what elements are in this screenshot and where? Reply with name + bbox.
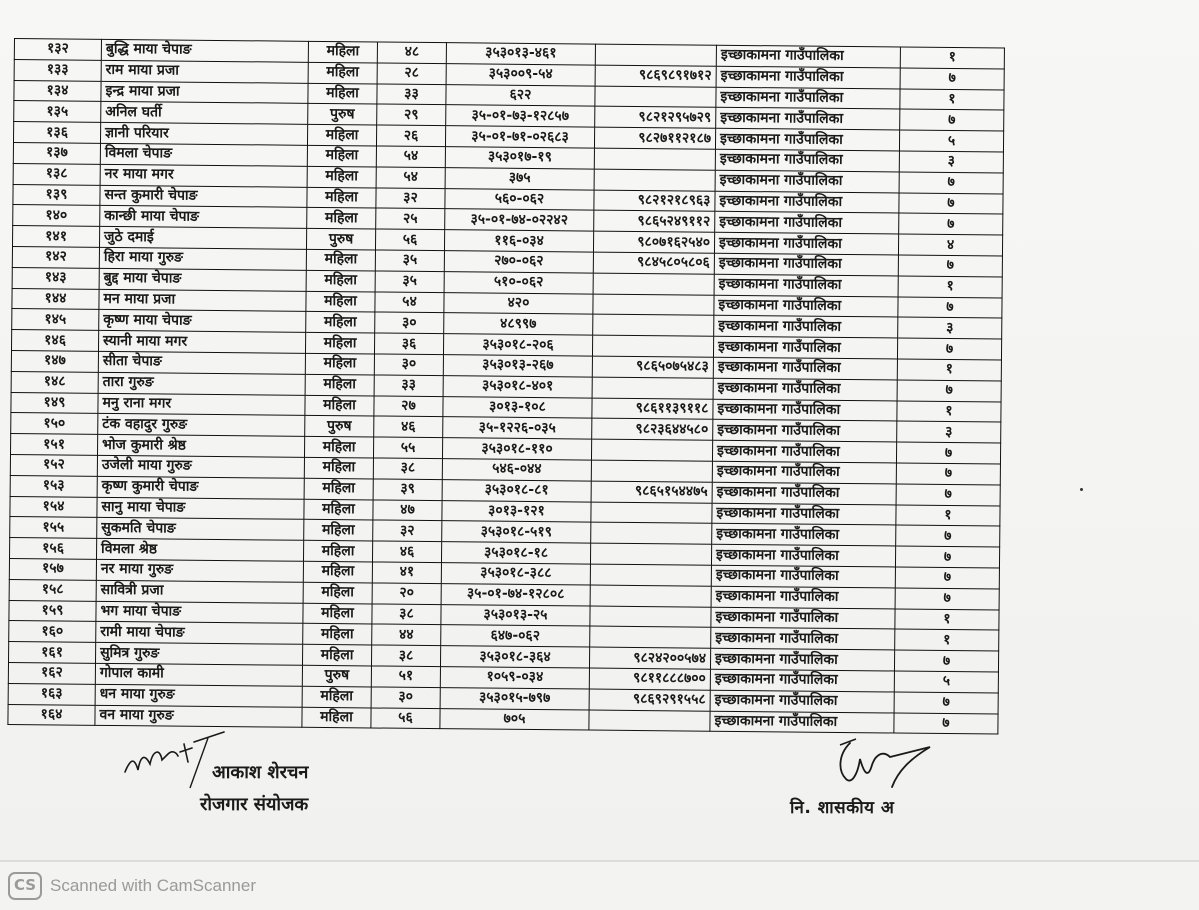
id-number-cell: ३५३०१८-१८	[441, 542, 590, 564]
gender-cell: महिला	[303, 624, 372, 645]
phone-cell	[591, 502, 712, 524]
address-cell: इच्छाकामना गाउँपालिका	[714, 274, 898, 297]
age-cell: ३३	[374, 375, 443, 396]
scanner-watermark: Scanned with CamScanner	[50, 876, 257, 895]
name-cell: भोज कुमारी श्रेष्ठ	[97, 434, 304, 457]
phone-cell: ९८२१२१८९६३	[594, 190, 715, 212]
phone-cell	[591, 460, 712, 482]
ward-cell: १	[897, 359, 1001, 381]
phone-cell: ९८४५८०५८०६	[593, 252, 714, 274]
phone-cell	[593, 273, 714, 295]
address-cell: इच्छाकामना गाउँपालिका	[715, 149, 899, 172]
age-cell: ३९	[373, 479, 442, 500]
serial-number-cell: १४३	[12, 267, 99, 289]
serial-number-cell: १४९	[11, 392, 98, 414]
phone-cell	[595, 44, 716, 66]
id-number-cell: ३०१३-१२१	[442, 500, 591, 522]
phone-cell: ९८११८८८७००	[589, 668, 710, 690]
address-cell: इच्छाकामना गाउँपालिका	[713, 378, 897, 401]
address-cell: इच्छाकामना गाउँपालिका	[711, 586, 895, 609]
name-cell: इन्द्र माया प्रजा	[101, 81, 308, 104]
left-signature-block	[120, 730, 380, 830]
id-number-cell: ३५३०१८-११०	[442, 438, 591, 460]
gender-cell: महिला	[305, 395, 374, 416]
address-cell: इच्छाकामना गाउँपालिका	[714, 253, 898, 276]
name-cell: सावित्री प्रजा	[96, 580, 303, 603]
address-cell: इच्छाकामना गाउँपालिका	[712, 503, 896, 526]
age-cell: २९	[377, 104, 446, 125]
id-number-cell: ६४७-०६२	[441, 625, 590, 647]
gender-cell: महिला	[303, 561, 372, 582]
phone-cell: ९८६११३९११८	[592, 398, 713, 420]
gender-cell: महिला	[307, 145, 376, 166]
serial-number-cell: १४७	[11, 350, 98, 372]
page-edge	[0, 860, 1199, 862]
address-cell: इच्छाकामना गाउँपालिका	[715, 212, 899, 235]
ward-cell: ७	[899, 172, 1003, 194]
phone-cell	[590, 585, 711, 607]
id-number-cell: १०५९-०३४	[440, 667, 589, 689]
age-cell: २८	[377, 63, 446, 84]
ward-cell: ७	[900, 109, 1004, 131]
serial-number-cell: १३९	[13, 184, 100, 206]
ward-cell: १	[895, 629, 999, 651]
age-cell: ३०	[374, 354, 443, 375]
age-cell: ४४	[372, 624, 441, 645]
address-cell: इच्छाकामना गाउँपालिका	[716, 87, 900, 110]
gender-cell: महिला	[303, 603, 372, 624]
name-cell: ज्ञानी परियार	[100, 123, 307, 146]
ward-cell: १	[900, 47, 1004, 69]
ward-cell: ३	[899, 151, 1003, 173]
phone-cell	[594, 148, 715, 170]
signer-role: रोजगार संयोजक	[200, 794, 309, 815]
serial-number-cell: १५७	[9, 558, 96, 580]
id-number-cell: २७०-०६२	[444, 251, 593, 273]
gender-cell: महिला	[308, 41, 377, 62]
ward-cell: ७	[897, 338, 1001, 360]
gender-cell: महिला	[308, 83, 377, 104]
address-cell: इच्छाकामना गाउँपालिका	[713, 399, 897, 422]
scan-speck	[1080, 488, 1083, 491]
age-cell: ५४	[376, 146, 445, 167]
id-number-cell: ११६-०३४	[444, 230, 593, 252]
serial-number-cell: १५२	[10, 454, 97, 476]
name-cell: विमला श्रेष्ठ	[97, 538, 304, 561]
right-signature-block	[780, 735, 1020, 835]
name-cell: अनिल घर्ती	[101, 102, 308, 125]
age-cell: ३२	[373, 520, 442, 541]
serial-number-cell: १६२	[8, 662, 95, 684]
name-cell: नर माया गुरुङ	[96, 559, 303, 582]
name-cell: जुठे दमाई	[99, 227, 306, 250]
ward-cell: ७	[898, 255, 1002, 277]
id-number-cell: ३५-०१-७४-०२२४२	[445, 209, 594, 231]
serial-number-cell: १६३	[8, 683, 95, 705]
phone-cell	[590, 543, 711, 565]
serial-number-cell: १६४	[8, 704, 95, 726]
gender-cell: पुरुष	[306, 228, 375, 249]
ward-cell: ७	[899, 193, 1003, 215]
phone-cell	[593, 314, 714, 336]
name-cell: टंक वहादुर गुरुङ	[98, 414, 305, 437]
id-number-cell: ३५३०१८-५१९	[442, 521, 591, 543]
id-number-cell: ३७५	[445, 167, 594, 189]
ward-cell: ५	[899, 130, 1003, 152]
phone-cell: ९८२१२९५७२९	[595, 106, 716, 128]
address-cell: इच्छाकामना गाउँपालिका	[711, 628, 895, 651]
name-cell: धन माया गुरुङ	[95, 684, 302, 707]
gender-cell: महिला	[303, 582, 372, 603]
address-cell: इच्छाकामना गाउँपालिका	[714, 295, 898, 318]
ward-cell: ७	[896, 484, 1000, 506]
age-cell: ३६	[374, 333, 443, 354]
serial-number-cell: १५०	[11, 413, 98, 435]
gender-cell: महिला	[307, 208, 376, 229]
id-number-cell: ३५३०१७-१९	[445, 147, 594, 169]
id-number-cell: ३५३०१५-७९७	[440, 687, 589, 709]
phone-cell: ९८२७११२१८७	[594, 127, 715, 149]
address-cell: इच्छाकामना गाउँपालिका	[710, 711, 894, 734]
name-cell: राम माया प्रजा	[101, 60, 308, 83]
gender-cell: महिला	[302, 644, 371, 665]
id-number-cell: ३५-०१-७४-१२८०८	[441, 583, 590, 605]
gender-cell: पुरुष	[308, 104, 377, 125]
ward-cell: ७	[895, 588, 999, 610]
id-number-cell: ५४६-०४४	[442, 459, 591, 481]
ward-cell: १	[896, 505, 1000, 527]
address-cell: इच्छाकामना गाउँपालिका	[716, 66, 900, 89]
name-cell: वन माया गुरुङ	[95, 705, 302, 728]
age-cell: ३०	[371, 687, 440, 708]
gender-cell: महिला	[307, 187, 376, 208]
ward-cell: १	[895, 608, 999, 630]
serial-number-cell: १५३	[10, 475, 97, 497]
ward-cell: ७	[894, 650, 998, 672]
ward-cell: ७	[894, 712, 998, 734]
id-number-cell: ४८९९७	[444, 313, 593, 335]
gender-cell: पुरुष	[302, 665, 371, 686]
name-cell: सानु माया चेपाङ	[97, 497, 304, 520]
name-cell: स्यानी माया मगर	[98, 330, 305, 353]
phone-cell: ९८६५०७५४८३	[592, 356, 713, 378]
name-cell: सीता चेपाङ	[98, 351, 305, 374]
id-number-cell: ६२२	[446, 84, 595, 106]
serial-number-cell: १३५	[14, 101, 101, 123]
age-cell: २६	[376, 125, 445, 146]
address-cell: इच्छाकामना गाउँपालिका	[710, 669, 894, 692]
address-cell: इच्छाकामना गाउँपालिका	[713, 357, 897, 380]
ward-cell: ७	[896, 525, 1000, 547]
ward-cell: १	[900, 89, 1004, 111]
serial-number-cell: १६१	[9, 642, 96, 664]
serial-number-cell: १४०	[13, 205, 100, 227]
name-cell: कान्छी माया चेपाङ	[100, 206, 307, 229]
phone-cell: ९८६९२९१५५८	[589, 689, 710, 711]
name-cell: उजेली माया गुरुङ	[97, 455, 304, 478]
name-cell: मन माया प्रजा	[99, 289, 306, 312]
name-cell: हिरा माया गुरुङ	[99, 247, 306, 270]
address-cell: इच्छाकामना गाउँपालिका	[715, 191, 899, 214]
phone-cell: ९८२३६४४५८०	[592, 418, 713, 440]
phone-cell	[593, 294, 714, 316]
ward-cell: ३	[898, 317, 1002, 339]
age-cell: ४७	[373, 499, 442, 520]
ward-cell: ७	[894, 692, 998, 714]
age-cell: २५	[376, 208, 445, 229]
id-number-cell: ३५-०१-७३-१२८५७	[446, 105, 595, 127]
age-cell: ५४	[376, 167, 445, 188]
address-cell: इच्छाकामना गाउँपालिका	[711, 565, 895, 588]
roster-table-wrap	[7, 38, 990, 735]
name-cell: तारा गुरुङ	[98, 372, 305, 395]
id-number-cell: ३५३०१३-२५	[441, 604, 590, 626]
phone-cell: ९८०७१६२५४०	[593, 231, 714, 253]
ward-cell: ३	[897, 421, 1001, 443]
id-number-cell: ३५३००९-५४	[446, 63, 595, 85]
serial-number-cell: १५५	[10, 517, 97, 539]
address-cell: इच्छाकामना गाउँपालिका	[713, 420, 897, 443]
address-cell: इच्छाकामना गाउँपालिका	[713, 336, 897, 359]
address-cell: इच्छाकामना गाउँपालिका	[712, 440, 896, 463]
id-number-cell: ३५३०१८-४०१	[443, 375, 592, 397]
age-cell: २०	[372, 583, 441, 604]
id-number-cell: ३५-१२२६-०३५	[443, 417, 592, 439]
gender-cell: महिला	[304, 499, 373, 520]
name-cell: सुकमति चेपाङ	[97, 518, 304, 541]
ward-cell: ४	[898, 234, 1002, 256]
id-number-cell: ३०१३-१०८	[443, 396, 592, 418]
address-cell: इच्छाकामना गाउँपालिका	[716, 108, 900, 131]
serial-number-cell: १४६	[12, 330, 99, 352]
address-cell: इच्छाकामना गाउँपालिका	[712, 524, 896, 547]
name-cell: कृष्ण कुमारी चेपाङ	[97, 476, 304, 499]
phone-cell	[590, 564, 711, 586]
name-cell: रामी माया चेपाङ	[96, 622, 303, 645]
phone-cell	[592, 377, 713, 399]
gender-cell: महिला	[304, 520, 373, 541]
gender-cell: महिला	[306, 312, 375, 333]
ward-cell: ७	[898, 297, 1002, 319]
ward-cell: ७	[897, 380, 1001, 402]
name-cell: बुद्द माया चेपाङ	[99, 268, 306, 291]
gender-cell: महिला	[307, 166, 376, 187]
phone-cell: ९८६५२४९११२	[594, 210, 715, 232]
serial-number-cell: १३६	[13, 122, 100, 144]
address-cell: इच्छाकामना गाउँपालिका	[712, 461, 896, 484]
age-cell: ३५	[375, 271, 444, 292]
camscanner-logo-icon: CS	[8, 872, 42, 900]
phone-cell	[591, 522, 712, 544]
gender-cell: महिला	[303, 540, 372, 561]
gender-cell: महिला	[302, 686, 371, 707]
name-cell: सुमित्र गुरुङ	[96, 642, 303, 665]
gender-cell: महिला	[305, 374, 374, 395]
address-cell: इच्छाकामना गाउँपालिका	[714, 316, 898, 339]
phone-cell	[595, 86, 716, 108]
name-cell: विमला चेपाङ	[100, 143, 307, 166]
gender-cell: महिला	[305, 353, 374, 374]
address-cell: इच्छाकामना गाउँपालिका	[716, 45, 900, 68]
serial-number-cell: १४४	[12, 288, 99, 310]
name-cell: गोपाल कामी	[95, 663, 302, 686]
age-cell: ४६	[372, 541, 441, 562]
age-cell: २७	[374, 396, 443, 417]
officer-title: नि. शासकीय अ	[790, 798, 895, 818]
gender-cell: महिला	[306, 270, 375, 291]
id-number-cell: ५१०-०६२	[444, 271, 593, 293]
serial-number-cell: १४५	[12, 309, 99, 331]
ward-cell: ७	[896, 442, 1000, 464]
gender-cell: महिला	[304, 436, 373, 457]
ward-cell: ५	[894, 671, 998, 693]
ward-cell: ७	[900, 68, 1004, 90]
id-number-cell: ४२०	[444, 292, 593, 314]
name-cell: भग माया चेपाङ	[96, 601, 303, 624]
address-cell: इच्छाकामना गाउँपालिका	[714, 232, 898, 255]
signer-name: आकाश शेरचन	[212, 762, 309, 783]
gender-cell: महिला	[302, 707, 371, 728]
id-number-cell: ३५३०१८-८१	[442, 479, 591, 501]
id-number-cell: ३५३०१३-४६१	[446, 43, 595, 65]
id-number-cell: ३५३०१३-२६७	[443, 355, 592, 377]
phone-cell	[591, 439, 712, 461]
gender-cell: महिला	[306, 249, 375, 270]
roster-table-body	[8, 39, 1005, 735]
age-cell: ३८	[371, 645, 440, 666]
age-cell: ५४	[375, 292, 444, 313]
address-cell: इच्छाकामना गाउँपालिका	[715, 170, 899, 193]
ward-cell: १	[897, 401, 1001, 423]
age-cell: ४८	[377, 42, 446, 63]
age-cell: ३८	[372, 603, 441, 624]
id-number-cell: ३५३०१८-२०६	[443, 334, 592, 356]
age-cell: ५५	[373, 437, 442, 458]
gender-cell: महिला	[305, 332, 374, 353]
phone-cell	[590, 626, 711, 648]
serial-number-cell: १३२	[14, 39, 101, 61]
serial-number-cell: १५१	[11, 434, 98, 456]
serial-number-cell: १४२	[12, 246, 99, 268]
id-number-cell: ५६०-०६२	[445, 188, 594, 210]
phone-cell	[592, 335, 713, 357]
ward-cell: ७	[895, 546, 999, 568]
gender-cell: महिला	[306, 291, 375, 312]
ward-cell: ७	[896, 463, 1000, 485]
name-cell: कृष्ण माया चेपाङ	[99, 310, 306, 333]
age-cell: ४१	[372, 562, 441, 583]
gender-cell: पुरुष	[305, 416, 374, 437]
ward-cell: ७	[895, 567, 999, 589]
name-cell: बुद्धि माया चेपाङ	[101, 39, 308, 62]
phone-cell: ९८६९८९१७१२	[595, 65, 716, 87]
age-cell: ३५	[375, 250, 444, 271]
phone-cell: ९८२४२००५७४	[589, 647, 710, 669]
scanner-footer	[0, 860, 1199, 910]
phone-cell: ९८६५१५४४७५	[591, 481, 712, 503]
serial-number-cell: १५९	[9, 600, 96, 622]
phone-cell	[594, 169, 715, 191]
age-cell: ३३	[377, 84, 446, 105]
roster-table	[7, 38, 1005, 735]
age-cell: ५६	[375, 229, 444, 250]
age-cell: ३०	[375, 312, 444, 333]
age-cell: ३८	[373, 458, 442, 479]
address-cell: इच्छाकामना गाउँपालिका	[710, 648, 894, 671]
serial-number-cell: १५४	[10, 496, 97, 518]
serial-number-cell: १३८	[13, 163, 100, 185]
serial-number-cell: १४१	[12, 226, 99, 248]
gender-cell: महिला	[304, 457, 373, 478]
address-cell: इच्छाकामना गाउँपालिका	[712, 482, 896, 505]
id-number-cell: ३५-०१-७१-०२६८३	[445, 126, 594, 148]
age-cell: ५६	[371, 707, 440, 728]
serial-number-cell: १६०	[9, 621, 96, 643]
gender-cell: महिला	[304, 478, 373, 499]
serial-number-cell: १५६	[10, 538, 97, 560]
serial-number-cell: १४८	[11, 371, 98, 393]
name-cell: सन्त कुमारी चेपाङ	[100, 185, 307, 208]
age-cell: ४६	[374, 416, 443, 437]
address-cell: इच्छाकामना गाउँपालिका	[711, 607, 895, 630]
age-cell: ५१	[371, 666, 440, 687]
address-cell: इच्छाकामना गाउँपालिका	[711, 544, 895, 567]
gender-cell: महिला	[308, 62, 377, 83]
ward-cell: १	[898, 276, 1002, 298]
ward-cell: ७	[899, 213, 1003, 235]
id-number-cell: ७०५	[440, 708, 589, 730]
gender-cell: महिला	[307, 125, 376, 146]
serial-number-cell: १३३	[14, 59, 101, 81]
address-cell: इच्छाकामना गाउँपालिका	[715, 128, 899, 151]
serial-number-cell: १५८	[9, 579, 96, 601]
id-number-cell: ३५३०१८-३६४	[440, 646, 589, 668]
phone-cell	[590, 606, 711, 628]
serial-number-cell: १३४	[14, 80, 101, 102]
serial-number-cell: १३७	[13, 142, 100, 164]
id-number-cell: ३५३०१८-३८८	[441, 563, 590, 585]
name-cell: मनु राना मगर	[98, 393, 305, 416]
name-cell: नर माया मगर	[100, 164, 307, 187]
age-cell: ३२	[376, 188, 445, 209]
address-cell: इच्छाकामना गाउँपालिका	[710, 690, 894, 713]
phone-cell	[589, 710, 710, 732]
